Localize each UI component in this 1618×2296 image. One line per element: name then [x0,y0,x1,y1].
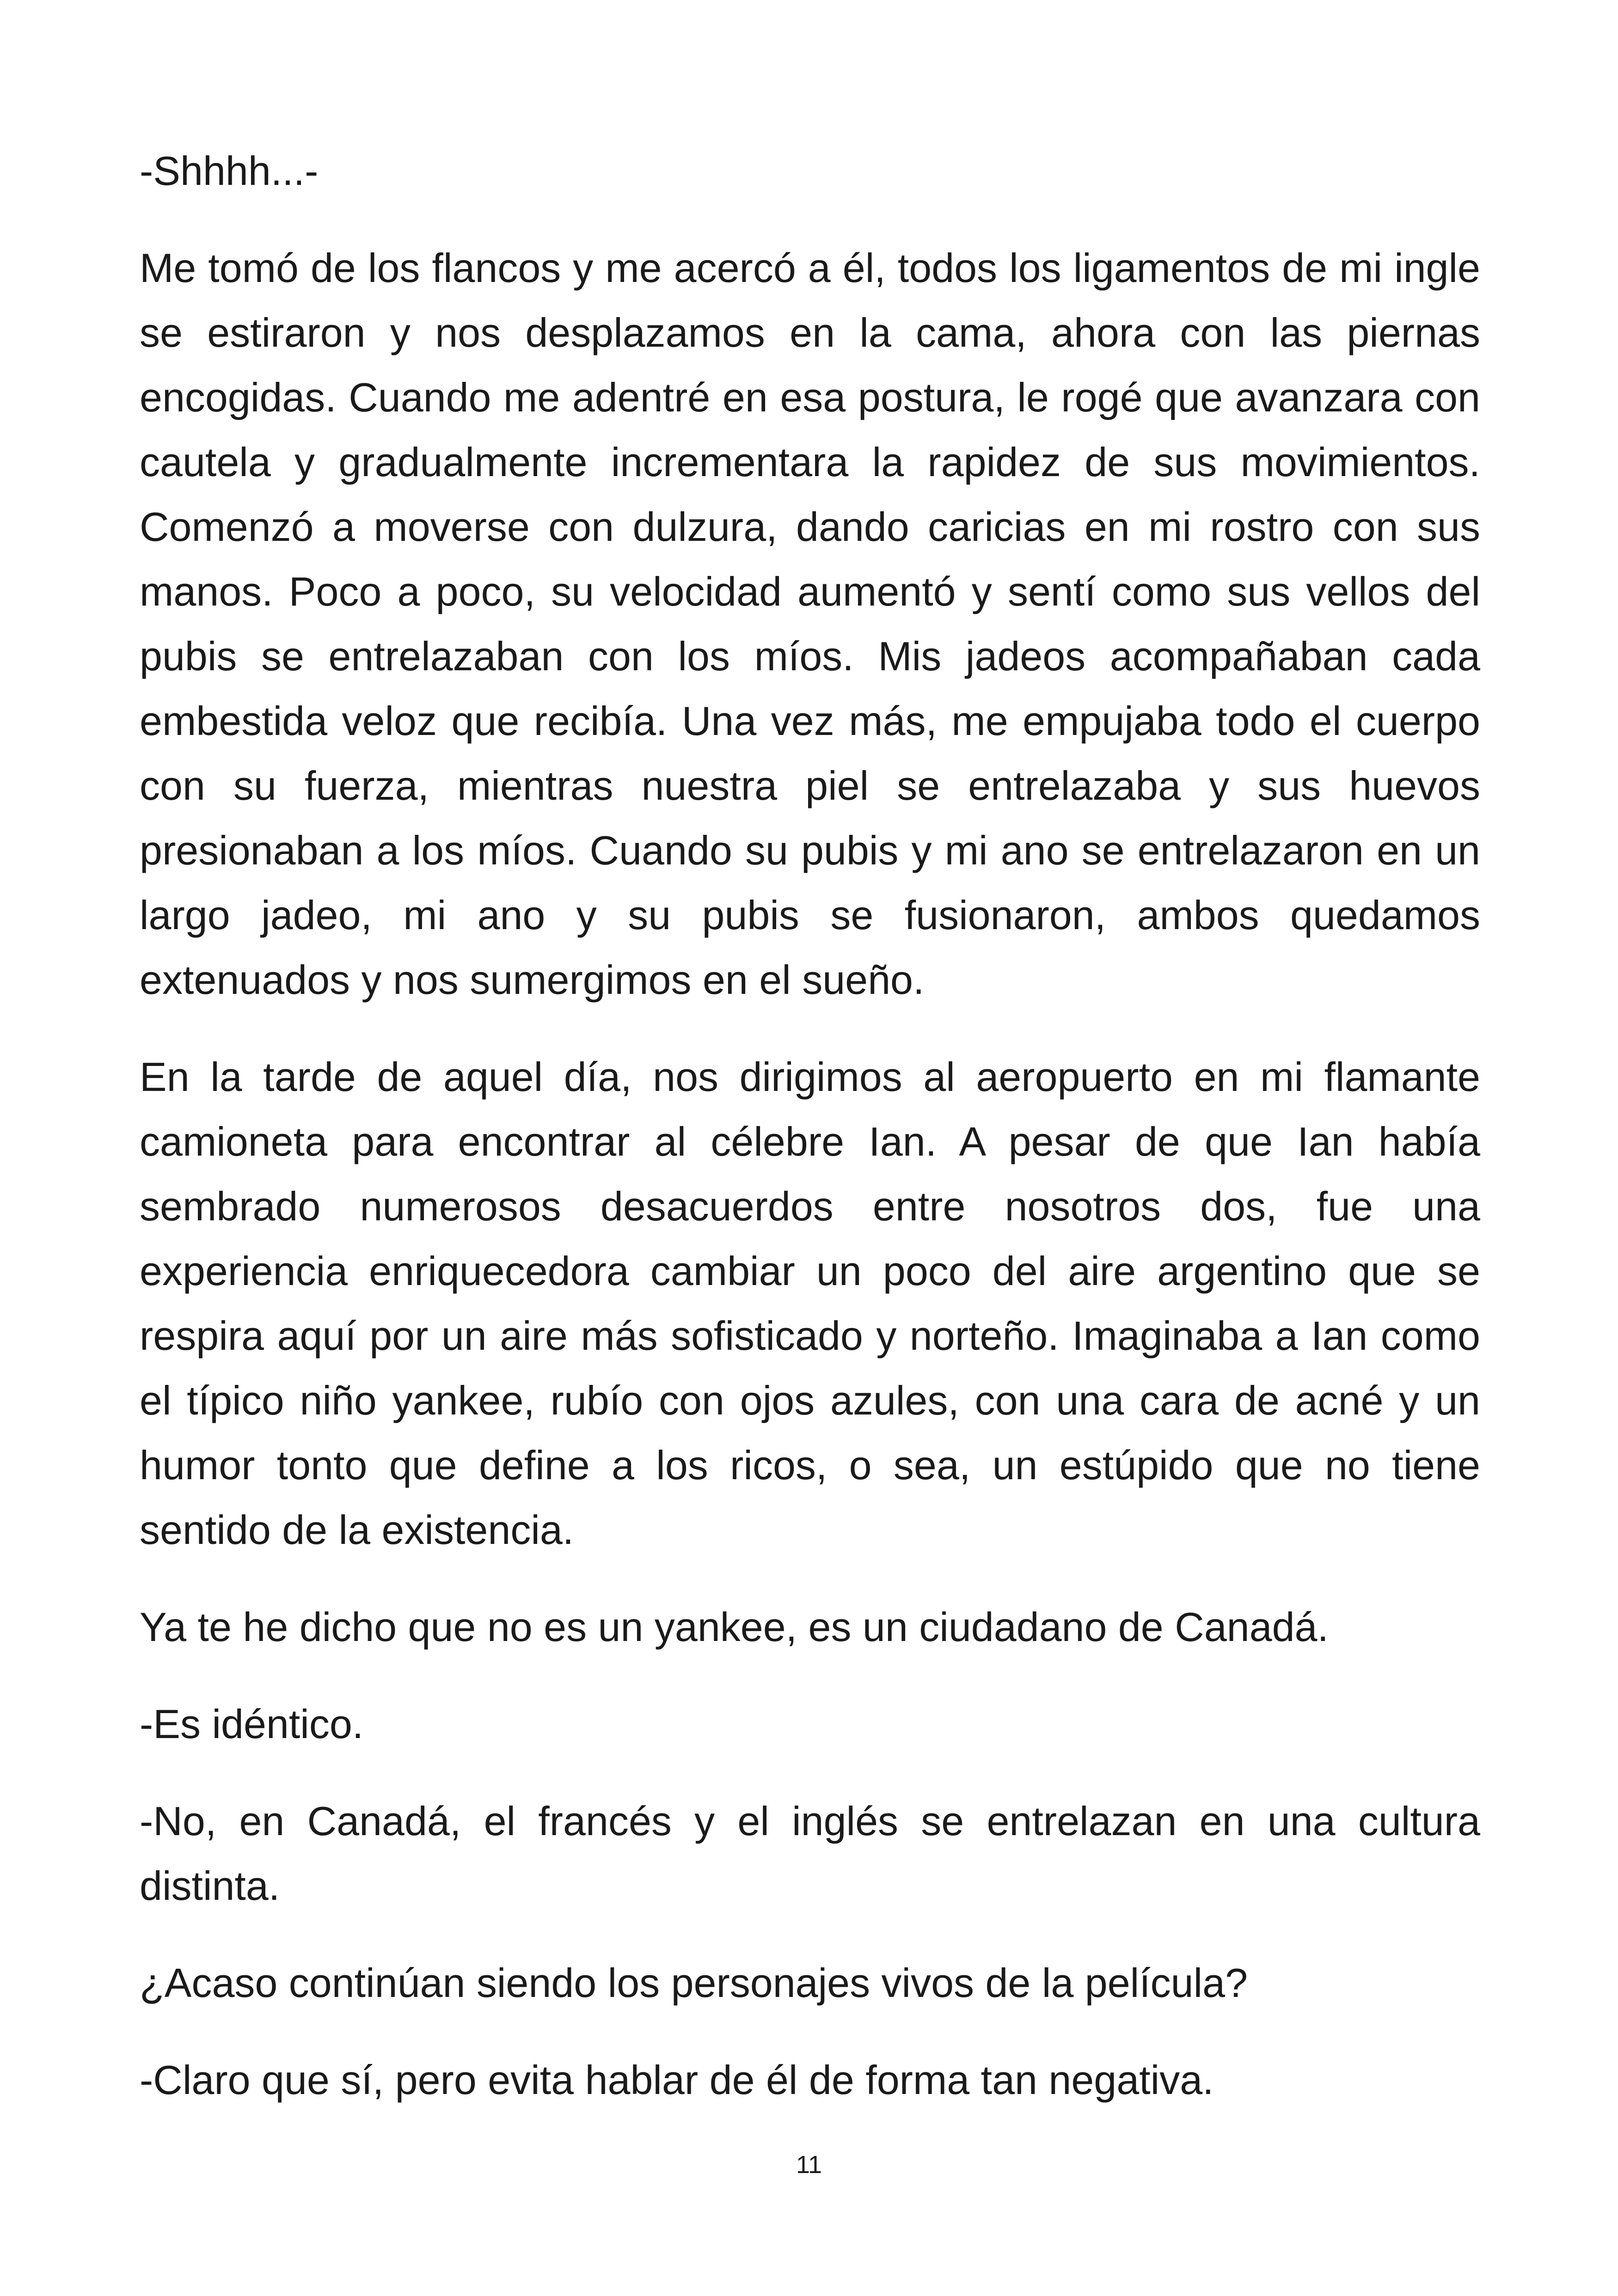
paragraph-dialogue-canada: Ya te he dicho que no es un yankee, es un ciudadano de Canadá. [140,1604,1329,1650]
paragraph-dialogue-claro: -Claro que sí, pero evita hablar de él de forma tan negativa. [140,2057,1214,2103]
paragraph-dialogue-shhh: -Shhhh...- [140,148,319,194]
paragraph-dialogue-pelicula: ¿Acaso continúan siendo los personajes vivos de la película? [140,1960,1248,2006]
paragraph-narrative-1: Me tomó de los flancos y me acercó a él, todos los ligamentos de mi ingle se estiraron y nos desplazamos en la cama, ahora con las piernas encogidas. Cuando me adentré en esa postura, le rogé que avanzara con cautela y gradualmente incrementara la rapidez de sus movimientos. Comenzó a moverse con dulzura, dando caricias en mi rostro con sus manos. Poco a poco, su velocidad aumentó y sentí como sus vellos del pubis se entrelazaban con los míos. Mis jadeos acompañaban cada embestida veloz que recibía. Una vez más, me empujaba todo el cuerpo con su fuerza, mientras nuestra piel se entrelazaba y sus huevos presionaban a los míos. Cuando su pubis y mi ano se entrelazaron en un largo jadeo, mi ano y su pubis se fusionaron, ambos quedamos extenuados y nos sumergimos en el sueño. [140,245,1480,1003]
paragraph-dialogue-identico: -Es idéntico. [140,1701,364,1747]
body-text [140,139,1480,2145]
paragraph-dialogue-cultura: -No, en Canadá, el francés y el inglés se entrelazan en una cultura distinta. [140,1798,1480,1909]
paragraph-narrative-2: En la tarde de aquel día, nos dirigimos al aeropuerto en mi flamante camioneta para encontrar al célebre Ian. A pesar de que Ian había sembrado numerosos desacuerdos entre nosotros dos, fue una experiencia enriquecedora cambiar un poco del aire argentino que se respira aquí por un aire más sofisticado y norteño. Imaginaba a Ian como el típico niño yankee, rubío con ojos azules, con una cara de acné y un humor tonto que define a los ricos, o sea, un estúpido que no tiene sentido de la existencia. [140,1054,1480,1553]
page-number: 11 [796,2151,822,2179]
